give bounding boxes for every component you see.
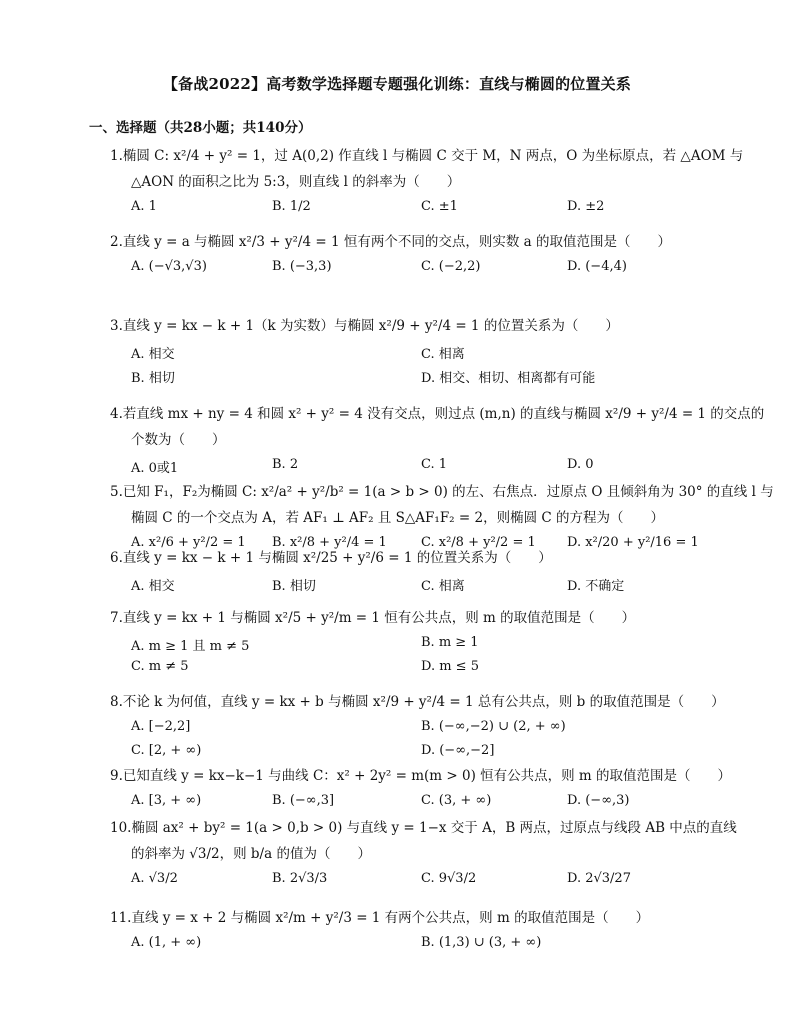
option-7-B: B. m ≥ 1	[421, 635, 479, 650]
option-7-A: A. m ≥ 1 且 m ≠ 5	[131, 639, 250, 654]
question-stem-line: 3.直线 y = kx − k + 1（k 为实数）与椭圆 x²/9 + y²/4 = 1 的位置关系为（ ）	[110, 318, 619, 334]
question-1	[110, 143, 744, 195]
question-stem-line: 9.已知直线 y = kx−k−1 与曲线 C：x² + 2y² = m(m > 0) 恒有公共点，则 m 的取值范围是（ ）	[110, 768, 732, 784]
question-stem-line: 5.已知 F₁，F₂为椭圆 C: x²/a² + y²/b² = 1(a > b > 0) 的左、右焦点．过原点 O 且倾斜角为 30° 的直线 l 与	[110, 484, 774, 500]
question-5	[110, 479, 774, 531]
option-10-C: C. 9√3/2	[421, 871, 477, 886]
option-3-A: A. 相交	[131, 347, 175, 362]
question-11	[110, 905, 710, 931]
question-10	[110, 815, 737, 867]
option-5-D: D. x²/20 + y²/16 = 1	[567, 535, 699, 550]
question-7	[110, 605, 710, 631]
option-2-C: C. (−2,2)	[421, 259, 481, 274]
option-8-C: C. [2, + ∞)	[131, 743, 202, 758]
question-4	[110, 401, 765, 453]
option-9-A: A. [3, + ∞)	[131, 793, 202, 808]
question-stem-line: 7.直线 y = kx + 1 与椭圆 x²/5 + y²/m = 1 恒有公共点，则 m 的取值范围是（ ）	[110, 610, 636, 626]
question-stem-line: 椭圆 C 的一个交点为 A，若 AF₁ ⊥ AF₂ 且 S△AF₁F₂ = 2，则椭圆 C 的方程为（ ）	[131, 510, 664, 526]
question-stem-line: 4.若直线 mx + ny = 4 和圆 x² + y² = 4 没有交点，则过点 (m,n) 的直线与椭圆 x²/9 + y²/4 = 1 的交点的	[110, 406, 765, 422]
question-stem-line: 10.椭圆 ax² + by² = 1(a > 0,b > 0) 与直线 y = 1−x 交于 A，B 两点，过原点与线段 AB 中点的直线	[110, 820, 737, 836]
option-11-A: A. (1, + ∞)	[131, 935, 202, 950]
option-5-A: A. x²/6 + y²/2 = 1	[131, 535, 246, 550]
option-10-B: B. 2√3/3	[272, 871, 328, 886]
option-11-B: B. (1,3) ∪ (3, + ∞)	[421, 935, 542, 950]
question-stem-line: 11.直线 y = x + 2 与椭圆 x²/m + y²/3 = 1 有两个公共点，则 m 的取值范围是（ ）	[110, 910, 650, 926]
option-2-B: B. (−3,3)	[272, 259, 332, 274]
option-3-B: B. 相切	[131, 371, 175, 386]
section-heading: 一、选择题（共28小题；共140分）	[89, 120, 312, 136]
option-6-A: A. 相交	[131, 579, 175, 594]
option-2-D: D. (−4,4)	[567, 259, 627, 274]
option-4-B: B. 2	[272, 457, 299, 472]
option-3-D: D. 相交、相切、相离都有可能	[421, 371, 596, 386]
question-stem-line: 2.直线 y = a 与椭圆 x²/3 + y²/4 = 1 恒有两个不同的交点，则实数 a 的取值范围是（ ）	[110, 234, 671, 250]
option-10-D: D. 2√3/27	[567, 871, 631, 886]
question-stem-line: 6.直线 y = kx − k + 1 与椭圆 x²/25 + y²/6 = 1 的位置关系为（ ）	[110, 550, 552, 566]
question-stem-line: 1.椭圆 C: x²/4 + y² = 1，过 A(0,2) 作直线 l 与椭圆 C 交于 M，N 两点，O 为坐标原点，若 △AOM 与	[110, 148, 744, 164]
option-7-D: D. m ≤ 5	[421, 659, 479, 674]
option-8-B: B. (−∞,−2) ∪ (2, + ∞)	[421, 719, 566, 734]
option-9-B: B. (−∞,3]	[272, 793, 335, 808]
option-10-A: A. √3/2	[131, 871, 178, 886]
option-8-D: D. (−∞,−2]	[421, 743, 495, 758]
option-7-C: C. m ≠ 5	[131, 659, 189, 674]
option-1-D: D. ±2	[567, 199, 605, 214]
option-2-A: A. (−√3,√3)	[131, 259, 207, 274]
option-6-D: D. 不确定	[567, 579, 625, 594]
question-9	[110, 763, 732, 789]
option-1-A: A. 1	[131, 199, 157, 214]
option-9-C: C. (3, + ∞)	[421, 793, 492, 808]
option-1-C: C. ±1	[421, 199, 458, 214]
option-1-B: B. 1/2	[272, 199, 311, 214]
option-5-B: B. x²/8 + y²/4 = 1	[272, 535, 387, 550]
question-stem-line: 个数为（ ）	[131, 432, 226, 448]
option-6-C: C. 相离	[421, 579, 465, 594]
option-5-C: C. x²/8 + y²/2 = 1	[421, 535, 536, 550]
option-3-C: C. 相离	[421, 347, 465, 362]
question-stem-line: 8.不论 k 为何值，直线 y = kx + b 与椭圆 x²/9 + y²/4 = 1 总有公共点，则 b 的取值范围是（ ）	[110, 694, 725, 710]
option-8-A: A. [−2,2]	[131, 719, 191, 734]
document-title: 【备战2022】高考数学选择题专题强化训练：直线与椭圆的位置关系	[162, 75, 632, 93]
question-3	[110, 313, 710, 339]
option-6-B: B. 相切	[272, 579, 316, 594]
question-6	[110, 545, 710, 571]
option-4-A: A. 0或1	[131, 461, 179, 476]
question-stem-line: △AON 的面积之比为 5:3，则直线 l 的斜率为（ ）	[131, 174, 461, 190]
option-4-C: C. 1	[421, 457, 448, 472]
option-4-D: D. 0	[567, 457, 594, 472]
question-2	[110, 229, 710, 255]
question-8	[110, 689, 725, 715]
option-9-D: D. (−∞,3)	[567, 793, 630, 808]
question-stem-line: 的斜率为 √3/2，则 b/a 的值为（ ）	[131, 846, 371, 862]
